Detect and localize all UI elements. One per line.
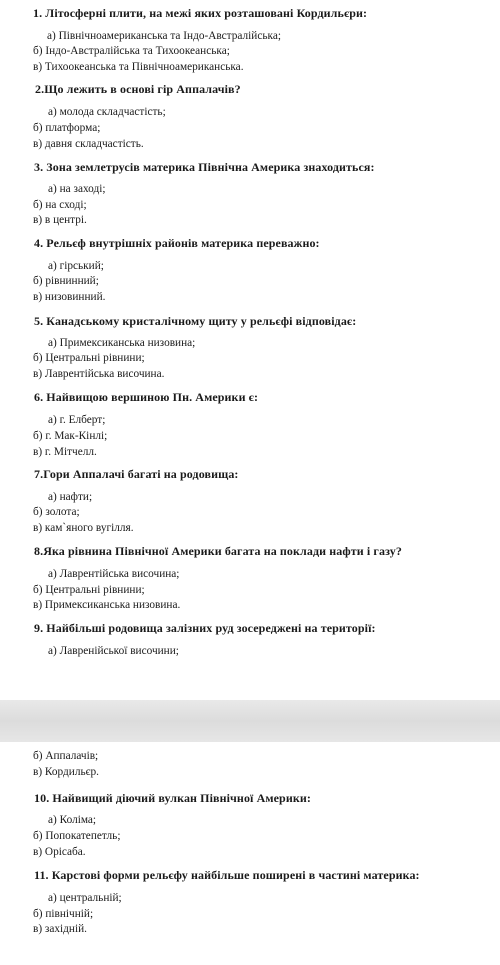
question-title: 6. Найвищою вершиною Пн. Америки є: — [34, 390, 259, 404]
question-title: 10. Найвищий діючий вулкан Північної Америки: — [34, 791, 311, 805]
answer-option: а) г. Елберт; — [48, 414, 106, 426]
page-break — [0, 700, 500, 742]
answer-option: а) молода складчастість; — [48, 106, 166, 118]
question-title: 11. Карстові форми рельєфу найбільше поширені в частині материка: — [34, 868, 420, 882]
answer-option: б) рівнинний; — [33, 275, 99, 287]
answer-option: в) Кордильєр. — [33, 766, 99, 778]
answer-option: в) г. Мітчелл. — [33, 446, 97, 458]
question-title: 8.Яка рівнина Північної Америки багата на поклади нафти і газу? — [34, 544, 402, 558]
answer-option: б) Центральні рівнини; — [33, 584, 145, 596]
answer-option: б) Центральні рівнини; — [33, 352, 145, 364]
question-title: 2.Що лежить в основі гір Аппалачів? — [35, 82, 241, 96]
answer-option: б) Індо-Австралійська та Тихоокеанська; — [33, 45, 230, 57]
answer-option: б) золота; — [33, 506, 80, 518]
question-title: 5. Канадському кристалічному щиту у рельєфі відповідає: — [34, 314, 357, 328]
answer-option: а) Коліма; — [48, 814, 97, 826]
answer-option: а) центральній; — [48, 892, 122, 904]
answer-option: в) Примексиканська низовина. — [33, 599, 181, 611]
answer-option: в) в центрі. — [33, 214, 87, 226]
answer-option: а) Лаврентійська височина; — [48, 568, 180, 580]
question-title: 7.Гори Аппалачі багаті на родовища: — [34, 467, 239, 481]
answer-option: а) нафти; — [48, 491, 93, 503]
answer-option: а) Північноамериканська та Індо-Австралійська; — [47, 30, 281, 42]
answer-option: в) давня складчастість. — [33, 138, 144, 150]
answer-option: в) Орісаба. — [33, 846, 86, 858]
answer-option: а) гірський; — [48, 260, 104, 272]
document-page-2 — [0, 742, 500, 965]
question-title: 9. Найбільші родовища залізних руд зосереджені на території: — [34, 621, 376, 635]
answer-option: б) платформа; — [33, 122, 101, 134]
answer-option: в) Тихоокеанська та Північноамериканська. — [33, 61, 244, 73]
answer-option: б) північній; — [33, 908, 94, 920]
question-title: 4. Рельєф внутрішніх районів материка переважно: — [34, 236, 320, 250]
answer-option: в) західній. — [33, 923, 87, 935]
answer-option: б) на сході; — [33, 199, 87, 211]
answer-option: б) г. Мак-Кінлі; — [33, 430, 108, 442]
answer-option: б) Аппалачів; — [33, 750, 99, 762]
answer-option: а) Примексиканська низовина; — [48, 337, 196, 349]
question-title: 3. Зона землетрусів материка Північна Америка знаходиться: — [34, 160, 375, 174]
answer-option: б) Попокатепетль; — [33, 830, 121, 842]
question-title: 1. Літосферні плити, на межі яких розташовані Кордильєри: — [33, 6, 368, 20]
answer-option: а) на заході; — [48, 183, 106, 195]
answer-option: в) кам`яного вугілля. — [33, 522, 134, 534]
answer-option: а) Лавренійської височини; — [48, 645, 179, 657]
answer-option: в) низовинний. — [33, 291, 106, 303]
answer-option: в) Лаврентійська височина. — [33, 368, 165, 380]
